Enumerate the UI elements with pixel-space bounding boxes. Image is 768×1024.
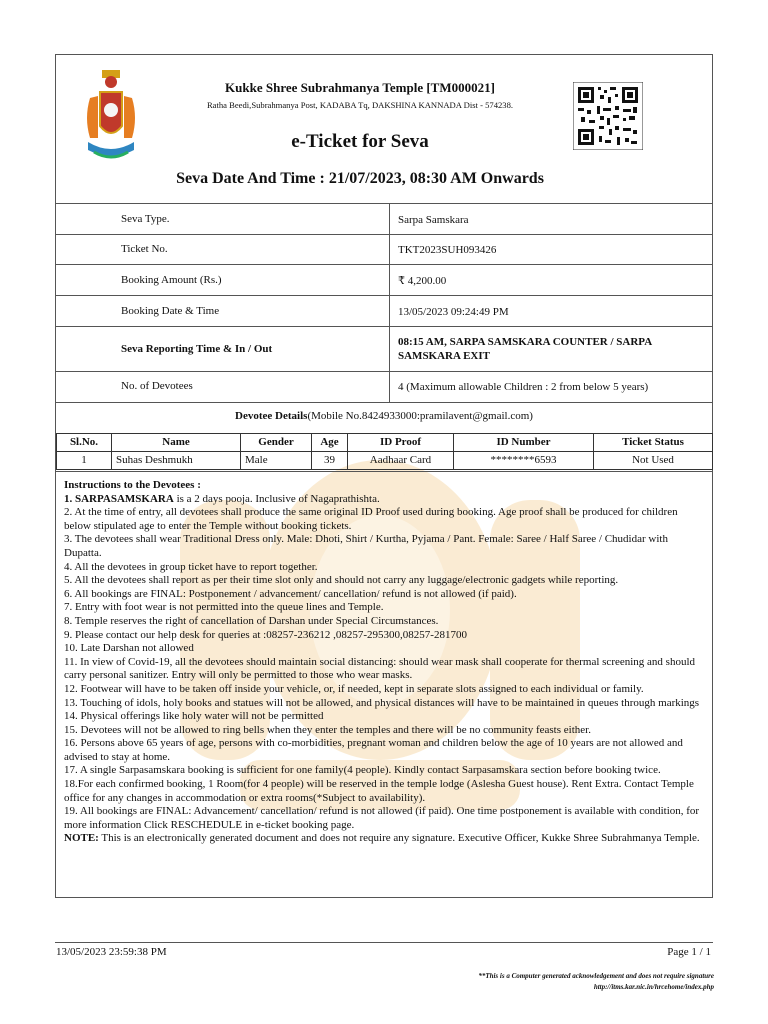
divider — [55, 295, 713, 296]
detail-value: TKT2023SUH093426 — [398, 244, 497, 256]
column-header: Name — [112, 434, 241, 452]
detail-value: Sarpa Samskara — [398, 214, 469, 226]
divider — [55, 471, 713, 472]
instruction-item: 7. Entry with foot wear is not permitted into the queue lines and Temple. — [64, 601, 384, 614]
table-cell: 39 — [312, 452, 348, 470]
divider — [55, 326, 713, 327]
divider — [55, 402, 713, 403]
instruction-item: 12. Footwear will have to be taken off inside your vehicle, or, if needed, kept in separate slots assigned to each individual or family. — [64, 682, 644, 695]
detail-label: Ticket No. — [121, 243, 168, 255]
detail-label: No. of Devotees — [121, 380, 193, 392]
column-header: Ticket Status — [594, 434, 713, 452]
instruction-item: 8. Temple reserves the right of cancellation of Darshan under Special Circumstances. — [64, 614, 439, 627]
detail-label: Seva Reporting Time & In / Out — [121, 343, 273, 355]
column-header: Age — [312, 434, 348, 452]
instruction-item: 16. Persons above 65 years of age, persons with co-morbidities, pregnant woman and children below the age of 10 years are not allowed and advised to stay at home. — [64, 737, 683, 763]
devotee-details-heading — [55, 410, 713, 422]
footer-url: http://itms.kar.nic.in/hrcehome/index.php — [593, 983, 714, 991]
footer-datetime: 13/05/2023 23:59:38 PM — [56, 946, 167, 958]
table-row — [57, 452, 713, 470]
detail-label: Seva Type. — [121, 213, 170, 225]
karnataka-emblem-icon — [80, 68, 142, 164]
instructions-title: Instructions to the Devotees : — [64, 479, 201, 491]
instruction-item: 4. All the devotees in group ticket have to report together. — [64, 560, 318, 573]
instruction-item: 3. The devotees shall wear Traditional Dress only. Male: Dhoti, Shirt / Kurtha, Pyjama / Pant. Female: Saree / Half Saree / Chudidar with Dupatta. — [64, 533, 668, 559]
table-cell: Aadhaar Card — [348, 452, 454, 470]
seva-date-time: Seva Date And Time : 21/07/2023, 08:30 AM Onwards — [176, 170, 544, 187]
divider — [55, 234, 713, 235]
devotee-contact: (Mobile No.8424933000:pramilavent@gmail.com) — [307, 410, 533, 422]
detail-value: 4 (Maximum allowable Children : 2 from below 5 years) — [398, 381, 649, 393]
table-cell: 1 — [57, 452, 112, 470]
page-number: Page 1 / 1 — [667, 946, 711, 958]
instruction-item: 18.For each confirmed booking, 1 Room(for 4 people) will be reserved in the temple lodge (Aslesha Guest house). Rent Extra. Contact Temple office for any changes in accommodation or extra rooms(*Subject to availability). — [64, 778, 694, 804]
instruction-item: 19. All bookings are FINAL: Advancement/ cancellation/ refund is not allowed (if paid). One time postponement is available with condition, for more information Click RESCHEDULE in e-ticket booking page. — [64, 805, 700, 831]
detail-label: Booking Amount (Rs.) — [121, 274, 222, 286]
instruction-note: NOTE: This is an electronically generated document and does not require any signature. Executive Officer, Kukke Shree Subrahmanya Temple. — [64, 832, 700, 845]
instruction-item: 1. SARPASAMSKARA is a 2 days pooja. Inclusive of Nagaprathishta. — [64, 492, 380, 505]
table-cell: Not Used — [594, 452, 713, 470]
temple-address: Ratha Beedi,Subrahmanya Post, KADABA Tq, DAKSHINA KANNADA Dist - 574238. — [206, 100, 514, 110]
column-header: Gender — [241, 434, 312, 452]
column-divider — [389, 204, 390, 402]
devotee-table — [56, 433, 713, 470]
table-header-row — [57, 434, 713, 452]
detail-value: 08:15 AM, SARPA SAMSKARA COUNTER / SARPA SAMSKARA EXIT — [398, 336, 652, 362]
detail-value: 13/05/2023 09:24:49 PM — [398, 306, 509, 318]
table-cell: Male — [241, 452, 312, 470]
divider — [55, 371, 713, 372]
detail-value: ₹ 4,200.00 — [398, 275, 447, 287]
footer-divider — [55, 942, 713, 943]
instructions — [64, 479, 706, 846]
devotee-details-label: Devotee Details — [235, 410, 308, 422]
instruction-item: 14. Physical offerings like holy water will not be permitted — [64, 710, 324, 723]
column-header: Sl.No. — [57, 434, 112, 452]
instruction-item: 10. Late Darshan not allowed — [64, 642, 194, 655]
page-title: e-Ticket for Seva — [291, 131, 429, 152]
divider — [55, 203, 713, 204]
instruction-item: 5. All the devotees shall report as per their time slot only and should not carry any luggage/electronic gadgets while reporting. — [64, 574, 619, 587]
qr-code-icon — [573, 82, 643, 150]
column-header: ID Number — [454, 434, 594, 452]
instruction-item: 11. In view of Covid-19, all the devotees should maintain social distancing: should wear mask shall cooperate for thermal screening and should carry personal sanitizer. Entry will only be permitted to those who wear masks. — [64, 655, 696, 682]
instruction-item: 9. Please contact our help desk for queries at :08257-236212 ,08257-295300,08257-281700 — [64, 628, 467, 641]
instruction-item: 13. Touching of idols, holy books and statues will not be allowed, and physical distances will have to be maintained in queues through markings — [64, 696, 700, 709]
temple-name: Kukke Shree Subrahmanya Temple [TM000021] — [225, 80, 495, 95]
instruction-item: 6. All bookings are FINAL: Postponement / advancement/ cancellation/ refund is not allowed (if paid). — [64, 587, 517, 600]
instruction-item: 17. A single Sarpasamskara booking is sufficient for one family(4 people). Kindly contact Sarpasamskara section before booking twice. — [64, 764, 661, 777]
acknowledgement-note: **This is a Computer generated acknowledgement and does not require signature — [478, 972, 714, 980]
divider — [55, 264, 713, 265]
table-cell: ********6593 — [454, 452, 594, 470]
table-cell: Suhas Deshmukh — [112, 452, 241, 470]
column-header: ID Proof — [348, 434, 454, 452]
instruction-item: 2. At the time of entry, all devotees shall produce the same original ID Proof used during booking. Age proof shall be produced for children below stipulated age to enter the Temple without booking tickets. — [64, 506, 678, 532]
instruction-item: 15. Devotees will not be allowed to ring bells when they enter the temples and there will be no community feasts either. — [64, 723, 591, 736]
detail-label: Booking Date & Time — [121, 305, 220, 317]
